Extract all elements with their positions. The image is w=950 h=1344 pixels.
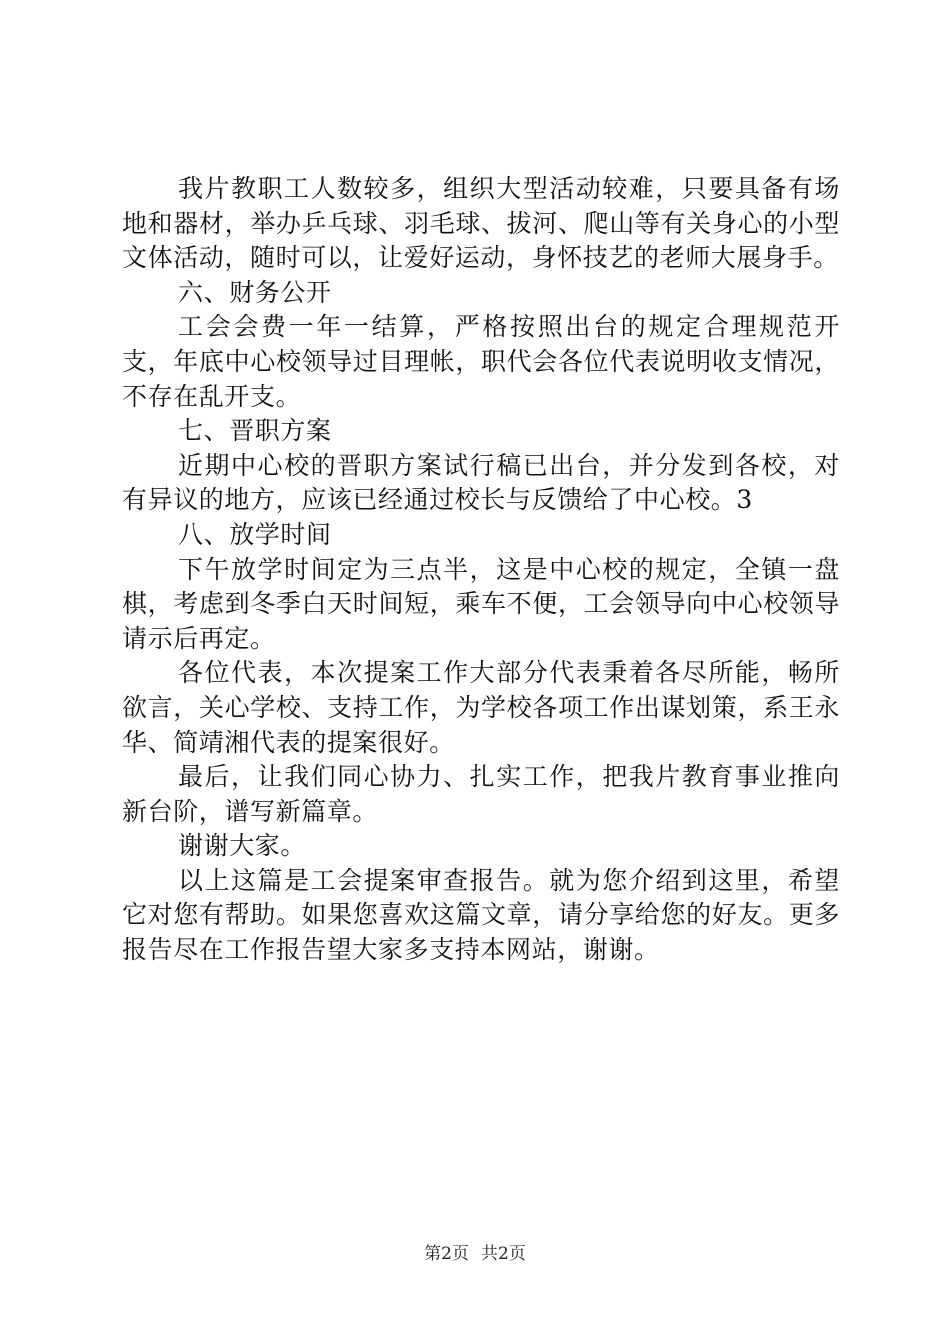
paragraph-dismissal-time: 下午放学时间定为三点半，这是中心校的规定，全镇一盘棋，考虑到冬季白天时间短，乘车不便，工会领导向中心校领导请示后再定。 bbox=[122, 554, 840, 653]
paragraph-closing: 最后，让我们同心协力、扎实工作，把我片教育事业推向新台阶，谱写新篇章。 bbox=[122, 762, 840, 826]
heading-financial-disclosure: 六、财务公开 bbox=[178, 277, 332, 307]
paragraph-promotion-plan: 近期中心校的晋职方案试行稿已出台，并分发到各校，对有异议的地方，应该已经通过校长与反馈给了中心校。3 bbox=[122, 450, 840, 515]
document-body bbox=[122, 172, 840, 968]
paragraph-site-note: 以上这篇是工会提案审查报告。就为您介绍到这里，希望它对您有帮助。如果您喜欢这篇文章，请分享给您的好友。更多报告尽在工作报告望大家多支持本网站，谢谢。 bbox=[122, 865, 840, 965]
paragraph-union-fees: 工会会费一年一结算，严格按照出台的规定合理规范开支，年底中心校领导过目理帐，职代会各位代表说明收支情况，不存在乱开支。 bbox=[122, 312, 840, 411]
page-footer bbox=[0, 1243, 950, 1265]
heading-promotion-plan: 七、晋职方案 bbox=[178, 416, 332, 446]
paragraph-representatives: 各位代表，本次提案工作大部分代表秉着各尽所能，畅所欲言，关心学校、支持工作，为学校各项工作出谋划策，系王永华、简靖湘代表的提案很好。 bbox=[122, 658, 840, 757]
page-number-total: 共2页 bbox=[481, 1244, 526, 1264]
heading-dismissal-time: 八、放学时间 bbox=[178, 519, 332, 549]
paragraph-thanks: 谢谢大家。 bbox=[178, 831, 307, 861]
page-number-current: 第2页 bbox=[424, 1244, 469, 1264]
paragraph-sports-activities: 我片教职工人数较多，组织大型活动较难，只要具备有场地和器材，举办乒乓球、羽毛球、拔河、爬山等有关身心的小型文体活动，随时可以，让爱好运动，身怀技艺的老师大展身手。 bbox=[122, 174, 840, 273]
